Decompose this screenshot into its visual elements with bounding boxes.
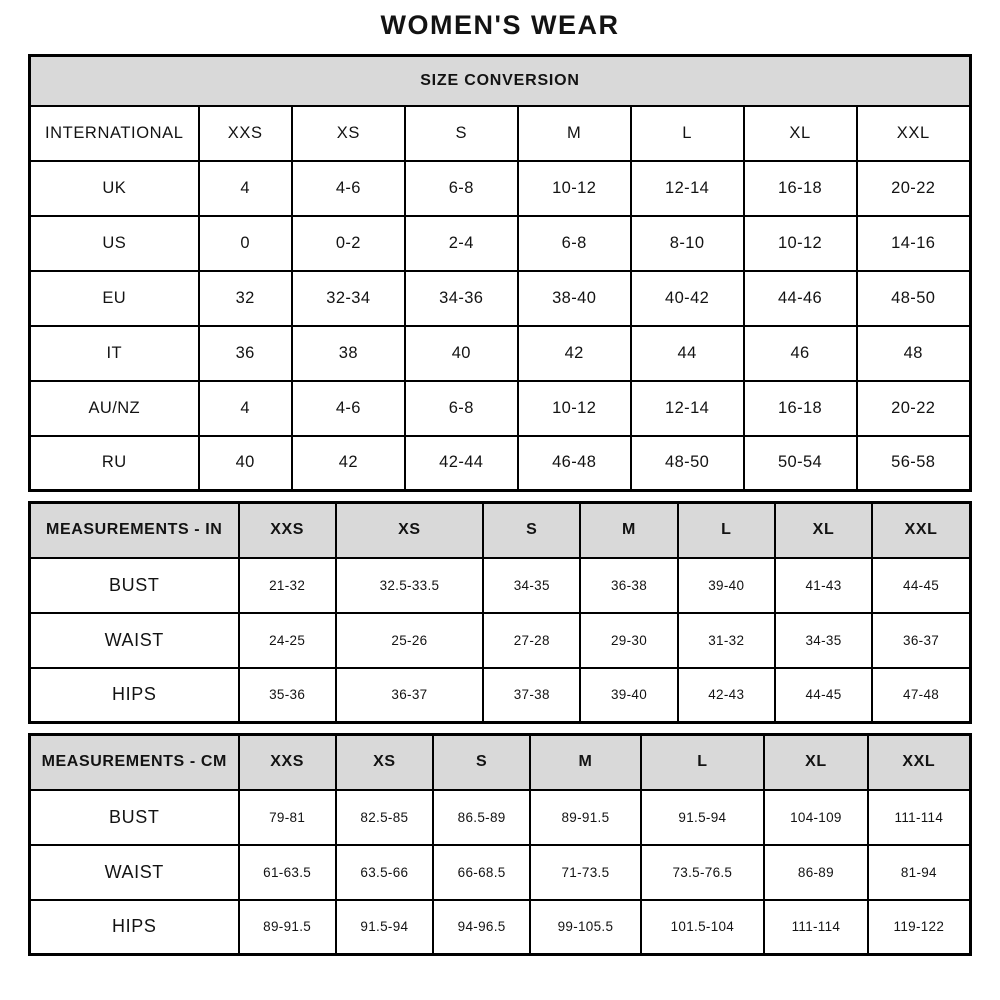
row-label: BUST [30,558,239,613]
value-cell: 10-12 [744,216,857,271]
column-header: MEASUREMENTS - CM [30,735,239,790]
table-row [30,381,971,436]
value-cell: 47-48 [872,668,970,723]
value-cell: 86-89 [764,845,868,900]
value-cell: 63.5-66 [336,845,433,900]
value-cell: 32 [199,271,292,326]
value-cell: 56-58 [857,436,971,491]
value-cell: 44-45 [775,668,872,723]
value-cell: 91.5-94 [336,900,433,955]
value-cell: 66-68.5 [433,845,530,900]
value-cell: 111-114 [764,900,868,955]
value-cell: 119-122 [868,900,971,955]
value-cell: 6-8 [405,161,518,216]
column-header: XL [744,106,857,161]
row-label: RU [30,436,199,491]
row-label: UK [30,161,199,216]
value-cell: 48-50 [631,436,744,491]
column-header: S [405,106,518,161]
value-cell: 89-91.5 [239,900,336,955]
table-row [30,436,971,491]
value-cell: 40 [199,436,292,491]
column-header: XXL [857,106,971,161]
value-cell: 21-32 [239,558,336,613]
column-header: INTERNATIONAL [30,106,199,161]
value-cell: 14-16 [857,216,971,271]
value-cell: 86.5-89 [433,790,530,845]
row-label: WAIST [30,613,239,668]
table-row [30,900,971,955]
column-header: XXS [239,503,336,558]
size-conversion-table [28,54,972,492]
column-header: M [580,503,677,558]
column-header: XXL [868,735,971,790]
row-label: EU [30,271,199,326]
value-cell: 73.5-76.5 [641,845,765,900]
value-cell: 31-32 [678,613,775,668]
value-cell: 41-43 [775,558,872,613]
row-label: HIPS [30,668,239,723]
value-cell: 39-40 [678,558,775,613]
size_conversion-banner-header: SIZE CONVERSION [30,56,971,106]
value-cell: 16-18 [744,161,857,216]
value-cell: 48 [857,326,971,381]
column-header: XXS [199,106,292,161]
value-cell: 0 [199,216,292,271]
value-cell: 34-36 [405,271,518,326]
row-label: BUST [30,790,239,845]
value-cell: 44 [631,326,744,381]
value-cell: 42-43 [678,668,775,723]
value-cell: 8-10 [631,216,744,271]
value-cell: 82.5-85 [336,790,433,845]
value-cell: 91.5-94 [641,790,765,845]
value-cell: 46-48 [518,436,631,491]
value-cell: 42 [518,326,631,381]
column-header: XXL [872,503,970,558]
value-cell: 20-22 [857,381,971,436]
value-cell: 20-22 [857,161,971,216]
column-header: M [530,735,640,790]
value-cell: 111-114 [868,790,971,845]
column-header: XS [292,106,405,161]
value-cell: 32.5-33.5 [336,558,483,613]
value-cell: 0-2 [292,216,405,271]
value-cell: 40-42 [631,271,744,326]
column-header: S [483,503,580,558]
table-row [30,161,971,216]
table-row [30,613,971,668]
table-row [30,558,971,613]
column-header: M [518,106,631,161]
column-header: L [678,503,775,558]
value-cell: 34-35 [483,558,580,613]
value-cell: 104-109 [764,790,868,845]
value-cell: 44-46 [744,271,857,326]
column-header: XL [764,735,868,790]
table-row [30,668,971,723]
table-row [30,326,971,381]
value-cell: 12-14 [631,381,744,436]
value-cell: 27-28 [483,613,580,668]
value-cell: 35-36 [239,668,336,723]
value-cell: 10-12 [518,381,631,436]
column-header: S [433,735,530,790]
value-cell: 36-37 [872,613,970,668]
value-cell: 36 [199,326,292,381]
column-header: XS [336,735,433,790]
table-row [30,845,971,900]
value-cell: 6-8 [405,381,518,436]
column-header: XXS [239,735,336,790]
value-cell: 36-38 [580,558,677,613]
value-cell: 42-44 [405,436,518,491]
value-cell: 32-34 [292,271,405,326]
row-label: HIPS [30,900,239,955]
value-cell: 34-35 [775,613,872,668]
row-label: US [30,216,199,271]
value-cell: 61-63.5 [239,845,336,900]
column-header: XL [775,503,872,558]
table-row [30,790,971,845]
row-label: WAIST [30,845,239,900]
value-cell: 4 [199,381,292,436]
page-container [28,0,972,956]
value-cell: 42 [292,436,405,491]
value-cell: 37-38 [483,668,580,723]
row-label: IT [30,326,199,381]
value-cell: 4-6 [292,381,405,436]
value-cell: 2-4 [405,216,518,271]
column-header: MEASUREMENTS - IN [30,503,239,558]
page-title: WOMEN'S WEAR [380,10,620,40]
value-cell: 10-12 [518,161,631,216]
value-cell: 25-26 [336,613,483,668]
value-cell: 29-30 [580,613,677,668]
value-cell: 71-73.5 [530,845,640,900]
value-cell: 36-37 [336,668,483,723]
value-cell: 101.5-104 [641,900,765,955]
column-header: XS [336,503,483,558]
value-cell: 6-8 [518,216,631,271]
column-header: L [631,106,744,161]
measurements-in-table [28,501,972,724]
value-cell: 4 [199,161,292,216]
value-cell: 12-14 [631,161,744,216]
value-cell: 40 [405,326,518,381]
value-cell: 44-45 [872,558,970,613]
value-cell: 39-40 [580,668,677,723]
value-cell: 99-105.5 [530,900,640,955]
value-cell: 48-50 [857,271,971,326]
value-cell: 94-96.5 [433,900,530,955]
value-cell: 38-40 [518,271,631,326]
row-label: AU/NZ [30,381,199,436]
value-cell: 24-25 [239,613,336,668]
value-cell: 89-91.5 [530,790,640,845]
value-cell: 16-18 [744,381,857,436]
measurements-cm-table [28,733,972,956]
value-cell: 50-54 [744,436,857,491]
value-cell: 4-6 [292,161,405,216]
value-cell: 38 [292,326,405,381]
table-row [30,216,971,271]
value-cell: 46 [744,326,857,381]
column-header: L [641,735,765,790]
table-row [30,271,971,326]
value-cell: 81-94 [868,845,971,900]
value-cell: 79-81 [239,790,336,845]
